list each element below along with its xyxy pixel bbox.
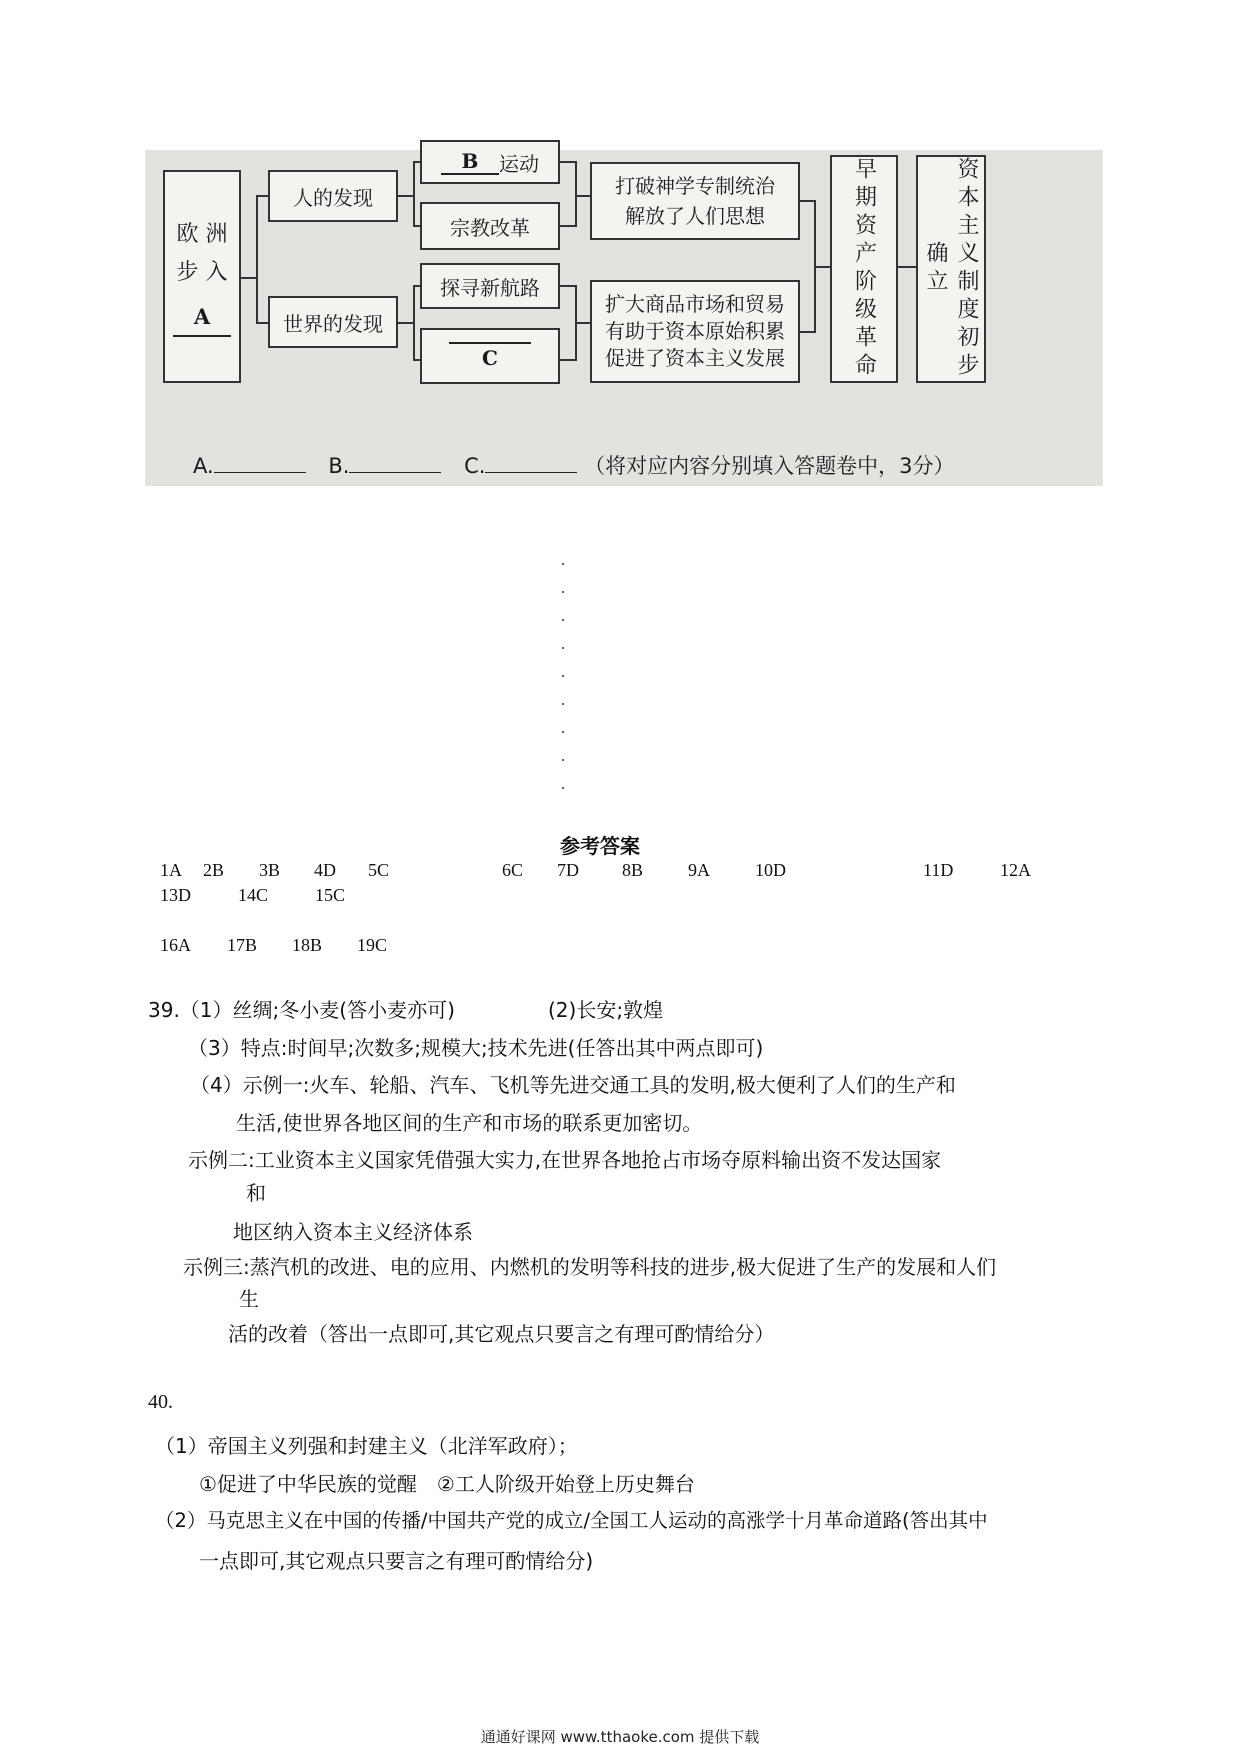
q40-line-3: （2）马克思主义在中国的传播/中国共产党的成立/全国工人运动的高涨学十月革命道路(答出其中 (155, 1509, 988, 1532)
answer-16: 16A (160, 935, 191, 955)
effect-top-box (590, 162, 800, 240)
new-routes-box (420, 263, 560, 309)
q39-line-7: 地区纳入资本主义经济体系 (233, 1220, 473, 1244)
q40-line-4: 一点即可,其它观点只要言之有理可酌情给分) (199, 1549, 594, 1573)
footer-download-note: 通通好课网 www.tthaoke.com 提供下载 (480, 1728, 760, 1746)
divider-dot (562, 731, 564, 733)
revolution-box (830, 155, 898, 383)
answer-blank-c (485, 472, 577, 473)
capitalism-established-box (916, 155, 986, 383)
effect-top-line-1: 打破神学专制统治 (615, 174, 775, 198)
q39-line-4: 生活,使世界各地区间的生产和市场的联系更加密切。 (236, 1111, 703, 1135)
reformation-label: 宗教改革 (450, 215, 530, 240)
discovery-of-man-box (268, 170, 398, 222)
q39-line-2: （3）特点:时间早;次数多;规模大;技术先进(任答出其中两点即可) (188, 1036, 764, 1060)
q39-line-5: 示例二:工业资本主义国家凭借强大实力,在世界各地抢占市场夺原料输出资不发达国家 (188, 1148, 942, 1172)
divider-dot (562, 619, 564, 621)
answer-blank-a (214, 472, 306, 473)
discovery-of-world-label: 世界的发现 (283, 311, 383, 336)
europe-enters-box (163, 170, 241, 383)
answer-8: 8B (622, 860, 644, 880)
q39-line-6: 和 (246, 1181, 266, 1205)
answer-2: 2B (203, 860, 225, 880)
answer-14: 14C (238, 885, 269, 905)
answer-9: 9A (688, 860, 710, 880)
movement-b-box (420, 140, 560, 184)
answer-4: 4D (314, 860, 336, 880)
diagram-caption (193, 450, 955, 480)
q39-line-1b: (2)长安;敦煌 (548, 998, 664, 1022)
left-box-line-2: 步 入 (176, 260, 228, 286)
divider-dot (562, 563, 564, 565)
divider-dot (562, 703, 564, 705)
blank-c-label: C (482, 346, 498, 370)
route-c-box (420, 328, 560, 384)
effect-bottom-line-1: 扩大商品市场和贸易 (605, 292, 785, 316)
answer-19: 19C (357, 935, 388, 955)
q40-line-2: ①促进了中华民族的觉醒 ②工人阶级开始登上历史舞台 (199, 1472, 695, 1496)
divider-dot (562, 647, 564, 649)
answer-5: 5C (368, 860, 390, 880)
discovery-of-man-label: 人的发现 (293, 185, 373, 210)
blank-a (173, 299, 231, 338)
caption-b-label: B. (328, 454, 350, 478)
q39-line-3: （4）示例一:火车、轮船、汽车、飞机等先进交通工具的发明,极大便利了人们的生产和 (190, 1073, 956, 1097)
answer-6: 6C (502, 860, 524, 880)
caption-c-label: C. (464, 454, 486, 478)
blank-a-label: A (193, 303, 211, 329)
answer-18: 18B (292, 935, 323, 955)
divider-dot (562, 759, 564, 761)
discovery-of-world-box (268, 296, 398, 348)
answer-12: 12A (1000, 860, 1031, 880)
blank-c (449, 342, 531, 370)
blank-b (441, 149, 499, 175)
q40-number: 40. (148, 1391, 173, 1413)
divider-dot (562, 675, 564, 677)
capitalism-established-label: 资本主义制度初步确立 (923, 157, 979, 381)
caption-a-label: A. (193, 454, 214, 478)
history-flow-diagram (145, 150, 1103, 486)
q39-line-9: 生 (239, 1287, 259, 1311)
effect-bottom-line-2: 有助于资本原始积累 (605, 319, 785, 343)
q40-line-1: （1）帝国主义列强和封建主义（北洋军政府）； (155, 1434, 578, 1458)
effect-bottom-box (590, 280, 800, 383)
q39-line-10: 活的改着（答出一点即可,其它观点只要言之有理可酌情给分） (228, 1322, 775, 1346)
answer-11: 11D (923, 860, 954, 880)
effect-bottom-line-3: 促进了资本主义发展 (605, 346, 785, 370)
answer-15: 15C (315, 885, 346, 905)
q39-line-1a: 39.（1）丝绸;冬小麦(答小麦亦可) (148, 998, 455, 1022)
effect-top-line-2: 解放了人们思想 (625, 204, 765, 228)
divider-dot (562, 591, 564, 593)
revolution-label: 早期资产阶级革命 (851, 157, 877, 381)
answer-10: 10D (755, 860, 786, 880)
answer-7: 7D (557, 860, 579, 880)
q39-line-8: 示例三:蒸汽机的改进、电的应用、内燃机的发明等科技的进步,极大促进了生产的发展和人们 (183, 1255, 997, 1279)
answer-13: 13D (160, 885, 191, 905)
reformation-box (420, 202, 560, 250)
caption-note: （将对应内容分别填入答题卷中，3分） (584, 454, 955, 478)
answer-1: 1A (160, 860, 182, 880)
blank-b-label: B (461, 149, 479, 173)
answer-17: 17B (227, 935, 258, 955)
answer-3: 3B (259, 860, 281, 880)
movement-suffix: 运动 (499, 151, 539, 176)
answers-title: 参考答案 (560, 834, 640, 858)
left-box-line-1: 欧 洲 (176, 221, 228, 247)
new-routes-label: 探寻新航路 (440, 275, 540, 300)
answer-blank-b (349, 472, 441, 473)
divider-dot (562, 787, 564, 789)
